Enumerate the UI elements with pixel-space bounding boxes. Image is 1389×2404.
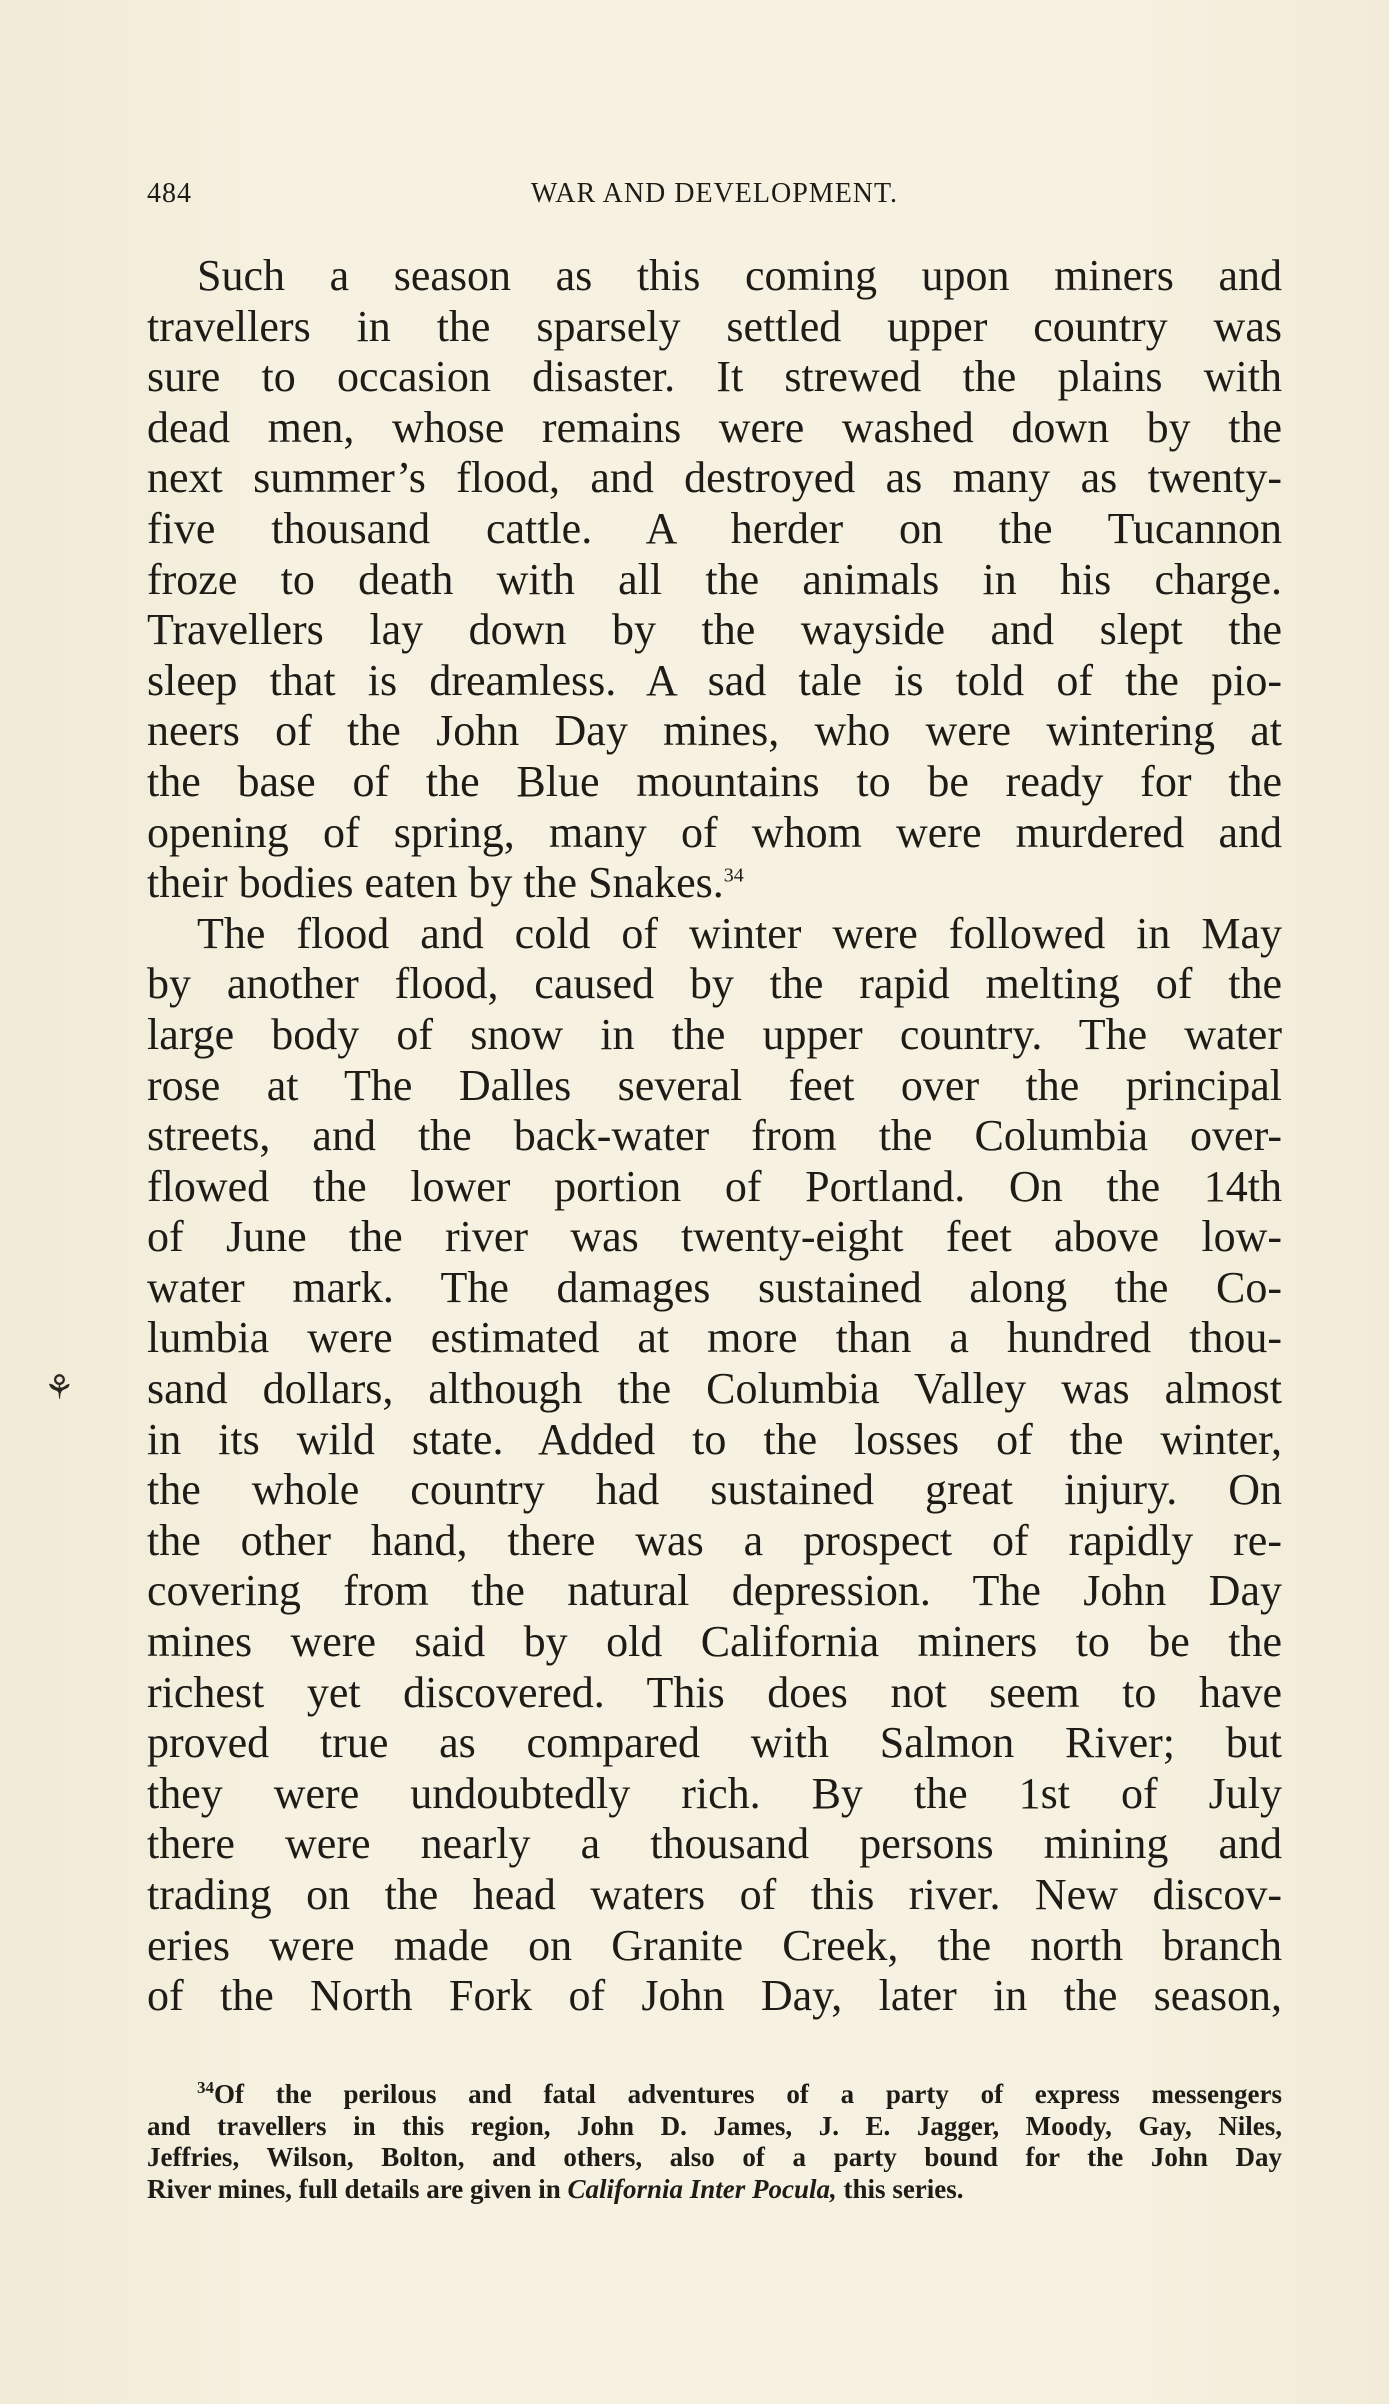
text-line: of the North Fork of John Day, later in the season, bbox=[147, 1971, 1282, 2021]
footnote-line: Jeffries, Wilson, Bolton, and others, also of a party bound for the John Day bbox=[147, 2142, 1282, 2172]
text-line: five thousand cattle. A herder on the Tucannon bbox=[147, 503, 1282, 553]
text-line: in its wild state. Added to the losses of the winter, bbox=[147, 1414, 1282, 1464]
text-line: sure to occasion disaster. It strewed the plains with bbox=[147, 352, 1282, 402]
text-line: of June the river was twenty-eight feet above low- bbox=[147, 1212, 1282, 1262]
footnote-line-text: Of the perilous and fatal adventures of a party of express messengers bbox=[214, 2079, 1282, 2109]
text-line: mines were said by old California miners to be the bbox=[147, 1617, 1282, 1667]
paragraph-1 bbox=[147, 251, 1282, 909]
text-line: Travellers lay down by the wayside and slept the bbox=[147, 605, 1282, 655]
text-line: eries were made on Granite Creek, the north branch bbox=[147, 1920, 1282, 1970]
text-line: streets, and the back-water from the Columbia over- bbox=[147, 1111, 1282, 1161]
text-line: water mark. The damages sustained along the Co- bbox=[147, 1262, 1282, 1312]
footnote-line-last bbox=[147, 2174, 1282, 2206]
running-head bbox=[147, 178, 1282, 218]
text-line: flowed the lower portion of Portland. On the 14th bbox=[147, 1161, 1282, 1211]
text-line: large body of snow in the upper country. The water bbox=[147, 1009, 1282, 1059]
text-line: proved true as compared with Salmon River; but bbox=[147, 1718, 1282, 1768]
main-text bbox=[147, 251, 1282, 2022]
text-line-content: their bodies eaten by the Snakes. bbox=[147, 858, 724, 908]
text-line: covering from the natural depression. The John Day bbox=[147, 1566, 1282, 1616]
text-line: froze to death with all the animals in his charge. bbox=[147, 554, 1282, 604]
text-line: The flood and cold of winter were followed in May bbox=[197, 908, 1282, 958]
margin-flower-mark: ⚘ bbox=[44, 1368, 75, 1408]
footnote-text: this series. bbox=[836, 2173, 964, 2204]
paragraph-2 bbox=[147, 909, 1282, 2022]
text-line: by another flood, caused by the rapid melting of the bbox=[147, 959, 1282, 1009]
footnote-number: 34 bbox=[197, 2078, 214, 2097]
citation-title: California Inter Pocula, bbox=[567, 2173, 837, 2204]
text-line: lumbia were estimated at more than a hundred thou- bbox=[147, 1313, 1282, 1363]
text-line: the other hand, there was a prospect of rapidly re- bbox=[147, 1515, 1282, 1565]
text-line: sleep that is dreamless. A sad tale is told of the pio- bbox=[147, 655, 1282, 705]
text-line: rose at The Dalles several feet over the principal bbox=[147, 1060, 1282, 1110]
text-line: the base of the Blue mountains to be ready for the bbox=[147, 756, 1282, 806]
text-line: travellers in the sparsely settled upper country was bbox=[147, 301, 1282, 351]
page-number: 484 bbox=[147, 178, 192, 209]
text-line: there were nearly a thousand persons mining and bbox=[147, 1819, 1282, 1869]
text-line: opening of spring, many of whom were murdered and bbox=[147, 807, 1282, 857]
text-line: dead men, whose remains were washed down by the bbox=[147, 402, 1282, 452]
footnote-line: and travellers in this region, John D. James, J. E. Jagger, Moody, Gay, Niles, bbox=[147, 2110, 1282, 2141]
text-line: neers of the John Day mines, who were wintering at bbox=[147, 706, 1282, 756]
text-line: Such a season as this coming upon miners and bbox=[197, 251, 1282, 300]
footnote-text: River mines, full details are given in bbox=[147, 2173, 568, 2204]
footnote-line bbox=[147, 2079, 1282, 2111]
text-line: sand dollars, although the Columbia Valley was almost bbox=[147, 1364, 1282, 1414]
text-line: richest yet discovered. This does not seem to have bbox=[147, 1667, 1282, 1717]
text-line-last bbox=[147, 858, 1282, 909]
text-line: the whole country had sustained great injury. On bbox=[147, 1465, 1282, 1515]
text-line: they were undoubtedly rich. By the 1st of July bbox=[147, 1768, 1282, 1818]
footnote bbox=[147, 2079, 1282, 2205]
text-line: trading on the head waters of this river. New discov- bbox=[147, 1870, 1282, 1919]
header-title: WAR AND DEVELOPMENT. bbox=[530, 178, 899, 209]
footnote-reference[interactable]: 34 bbox=[723, 864, 744, 887]
text-line: next summer’s flood, and destroyed as many as twenty- bbox=[147, 453, 1282, 503]
